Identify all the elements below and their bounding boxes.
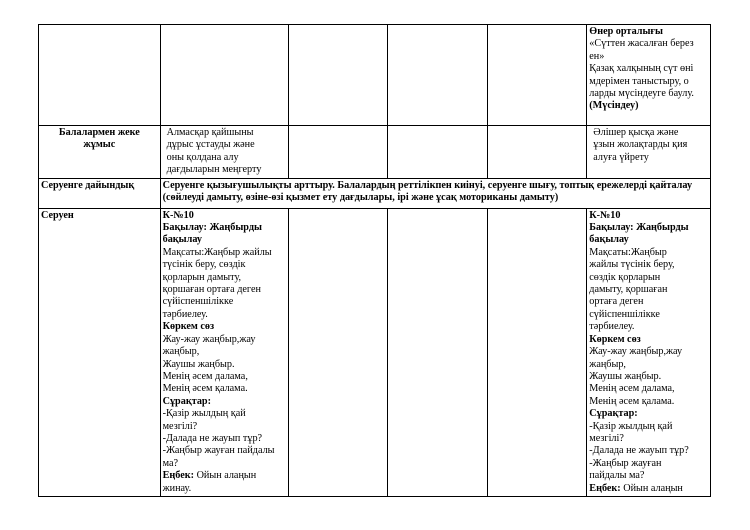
row-walk-prep (39, 178, 711, 208)
work-title: Еңбек: (589, 482, 621, 494)
cell-art-center (587, 25, 711, 126)
cell-empty (288, 208, 388, 496)
goal-line: Мақсаты:Жаңбыр жайлы (162, 246, 272, 258)
cell-empty (288, 126, 388, 179)
row-label-text: Балалармен жеке жұмыс (58, 127, 140, 151)
art-line: «Сүттен жасалған берез (589, 38, 694, 50)
art-line: ен» (589, 50, 605, 62)
poem-line: жаңбыр, (589, 358, 626, 370)
row-label (39, 126, 161, 179)
cell-walk-right (587, 208, 711, 496)
text-line: дұрыс ұстауды және (166, 139, 255, 151)
goal-line: ортаға деген (589, 296, 644, 308)
goal-line: түсінік беру, сөздік (162, 259, 246, 271)
poem-title: Көркем сөз (162, 321, 215, 333)
text-line: Алмасқар қайшыны (166, 127, 254, 138)
art-line: мдерімен таныстыру, о (589, 75, 689, 87)
work-line (589, 483, 708, 495)
work-text: Ойын алаңын (620, 482, 683, 494)
text-line: ұзын жолақтарды қия (593, 139, 688, 151)
row-label-text: Серуен (41, 209, 74, 221)
goal-line: Мақсаты:Жаңбыр (589, 246, 667, 258)
question-line: мезгілі? (162, 420, 198, 432)
question-line: -Далада не жауып тұр? (589, 445, 689, 457)
poem-title: Көркем сөз (589, 333, 641, 345)
cell-walk-left (160, 208, 288, 496)
cell-empty (388, 25, 488, 126)
goal-line: қоршаған ортаға деген (162, 284, 261, 296)
question-line: -Далада не жауып тұр? (162, 432, 263, 444)
row-individual-work (39, 126, 711, 179)
questions-title: Сұрақтар: (162, 395, 211, 407)
question-line: мезгілі? (589, 432, 624, 444)
row-label (39, 178, 161, 208)
goal-line: тәрбиелеу. (162, 308, 208, 320)
cell-empty (487, 208, 587, 496)
cell-walk-prep (160, 178, 710, 208)
goal-line: тәрбиелеу. (589, 321, 635, 333)
card-number: К-№10 (589, 209, 621, 221)
art-tag: (Мүсіндеу) (589, 100, 639, 112)
art-line: ларды мүсіндеуге баулу. (589, 88, 694, 100)
goal-line: жайлы түсінік беру, (589, 259, 675, 271)
art-line: Қазақ халқының сүт өні (589, 63, 694, 75)
goal-line: сөздік қорларын (589, 271, 661, 283)
cell-individual-work (160, 126, 288, 179)
cell-individual-work (587, 126, 711, 179)
goal-line: қорларын дамыту, (162, 271, 242, 283)
questions-title: Сұрақтар: (589, 408, 638, 420)
cell-empty (39, 25, 161, 126)
walk-prep-text: Серуенге қызығушылықты арттыру. Балалардың реттілікпен киінуі, серуенге шығу, топтық ережелерді қайталау (сөйлеуді дамыту, өзіне-өзі қызмет ету дағдылары, ірі және ұсақ моториканы дамыту) (162, 179, 693, 204)
poem-line: жаңбыр, (162, 346, 200, 358)
work-title: Еңбек: (162, 470, 195, 482)
card-number: К-№10 (162, 209, 194, 221)
poem-line: Менің әсем далама, (162, 370, 248, 382)
goal-line: сүйіспеншілікке (589, 308, 660, 320)
work-line (163, 470, 286, 482)
cell-empty (388, 126, 488, 179)
cell-empty (487, 126, 587, 179)
goal-line: сүйіспеншілікке (162, 296, 234, 308)
text-line: оны қолдана алу (166, 151, 239, 163)
text-line: алуға үйрету (593, 151, 649, 163)
cell-empty (160, 25, 288, 126)
row-label-text: Серуенге дайындық (41, 179, 135, 191)
goal-line: дамыту, қоршаған (589, 284, 668, 296)
question-line: -Қазір жылдың қай (589, 420, 673, 432)
poem-line: Менің әсем қалама. (589, 395, 675, 407)
row-walk (39, 208, 711, 496)
work-line: жинау. (162, 482, 192, 494)
question-line: ма? (162, 457, 179, 469)
poem-line: Менің әсем қалама. (162, 383, 248, 395)
art-title: Өнер орталығы (589, 26, 663, 37)
observation-title: Бақылау: Жаңбырды бақылау (589, 222, 689, 246)
poem-line: Жау-жау жаңбыр,жау (589, 346, 683, 358)
observation-title: Бақылау: Жаңбырды бақылау (162, 222, 262, 246)
question-line: -Жаңбыр жауған пайдалы (162, 445, 275, 457)
question-line: -Қазір жылдың қай (162, 408, 246, 420)
poem-line: Жаушы жаңбыр. (589, 370, 662, 382)
poem-line: Жаушы жаңбыр. (162, 358, 235, 370)
work-text: Ойын алаңын (194, 470, 257, 482)
question-line: -Жаңбыр жауған (589, 457, 662, 469)
text-line: Әлішер қысқа және (593, 127, 679, 138)
cell-empty (388, 208, 488, 496)
poem-line: Жау-жау жаңбыр,жау (162, 333, 256, 345)
text-line: дағдыларын меңгерту (166, 164, 262, 176)
cell-empty (487, 25, 587, 126)
poem-line: Менің әсем далама, (589, 383, 675, 395)
row-label (39, 208, 161, 496)
row-art-center (39, 25, 711, 126)
question-line: пайдалы ма? (589, 470, 645, 482)
schedule-table (38, 24, 711, 497)
cell-empty (288, 25, 388, 126)
